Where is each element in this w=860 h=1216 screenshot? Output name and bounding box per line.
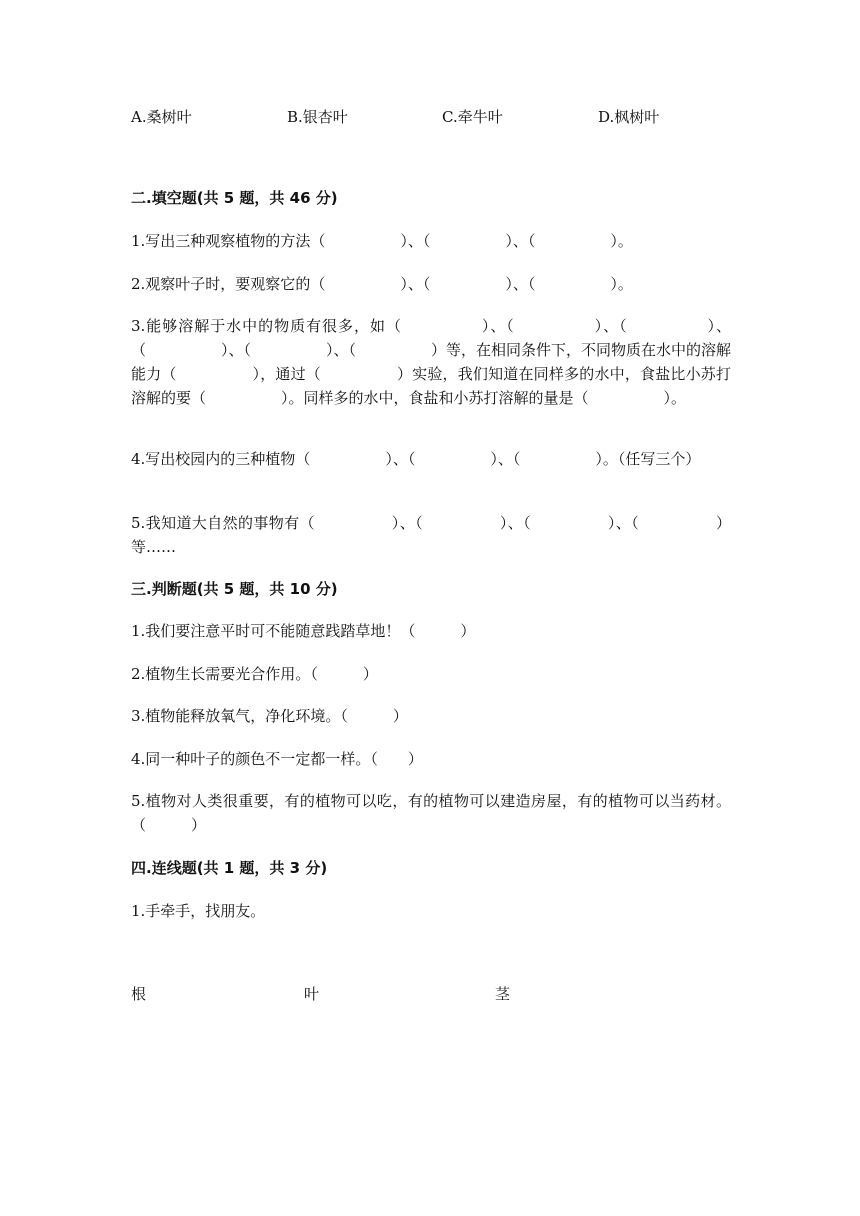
answer-options [131,106,731,128]
judge-question-3: 3.植物能释放氧气，净化环境。（ ） [131,707,408,725]
fill-question-3: 3.能够溶解于水中的物质有很多，如（ ）、（ ）、（ ）、（ ）、（ ）、（ ）等，在相同条件下，不同物质在水中的溶解能力（ ），通过（ ）实验，我们知道在同样多的水中，食盐比小苏打溶解的要（ ）。同样多的水中，食盐和小苏打溶解的量是（ ）。 [131,317,732,407]
option-a: A.桑树叶 [131,108,192,126]
option-d: D.枫树叶 [598,108,660,126]
fill-question-2: 2.观察叶子时，要观察它的（ ）、（ ）、（ ）。 [131,275,633,293]
fill-question-1: 1.写出三种观察植物的方法（ ）、（ ）、（ ）。 [131,232,633,250]
match-item-root: 根 [131,985,147,1003]
judge-question-2: 2.植物生长需要光合作用。（ ） [131,665,378,683]
fill-question-5: 5.我知道大自然的事物有（ ）、（ ）、（ ）、（ ）等…… [131,514,731,556]
match-question-1: 1.手牵手，找朋友。 [131,902,266,920]
judge-question-5: 5.植物对人类很重要，有的植物可以吃，有的植物可以建造房屋，有的植物可以当药材。（ ） [131,792,731,834]
option-b: B.银杏叶 [287,108,348,126]
judge-question-1: 1.我们要注意平时可不能随意践踏草地！（ ） [131,622,476,640]
section-heading-matching: 四.连线题(共 1 题，共 3 分) [131,859,328,877]
section-heading-fill-in: 二.填空题(共 5 题，共 46 分) [131,189,338,207]
match-item-leaf: 叶 [304,985,320,1003]
judge-question-4: 4.同一种叶子的颜色不一定都一样。（ ） [131,750,423,768]
section-heading-true-false: 三.判断题(共 5 题，共 10 分) [131,580,338,598]
option-c: C.牵牛叶 [442,108,503,126]
fill-question-4: 4.写出校园内的三种植物（ ）、（ ）、（ ）。（任写三个） [131,450,701,468]
match-item-stem: 茎 [495,985,511,1003]
